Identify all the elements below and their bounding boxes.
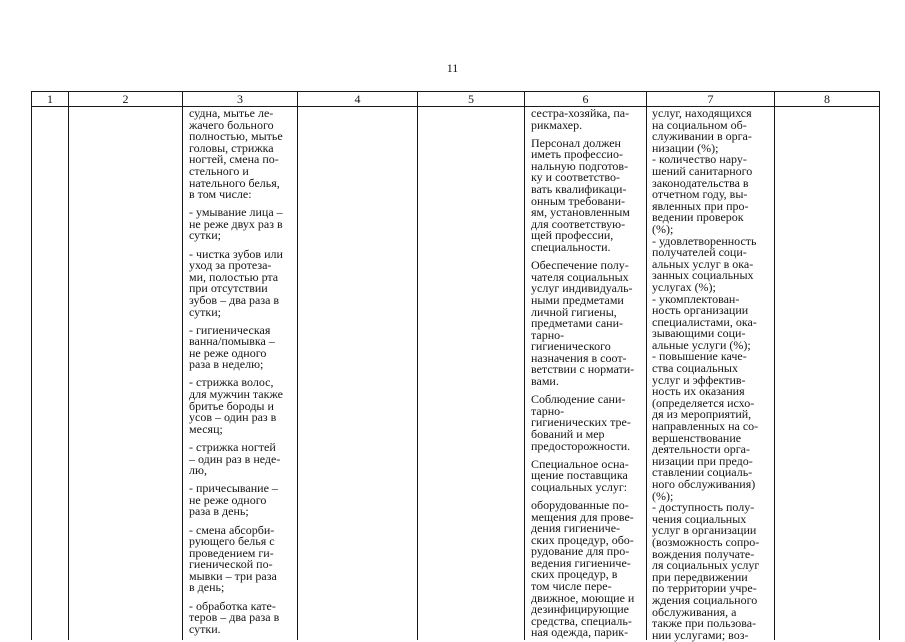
text-line: Обеспечение полу- <box>531 258 629 273</box>
text-line: усов – один раз в <box>189 410 277 425</box>
text-line: зывающими соци- <box>652 326 746 341</box>
cell-paragraph <box>189 439 283 478</box>
text-line: бритье бороды и <box>189 398 274 413</box>
text-line: нии услугами; воз- <box>652 627 749 642</box>
text-line: служивании в орга- <box>652 129 752 144</box>
column-header-7: 7 <box>647 92 775 107</box>
text-line: Персонал должен <box>531 135 621 150</box>
text-line: раза в неделю; <box>189 357 264 372</box>
column-header-1: 1 <box>32 92 69 107</box>
column-border-2-3 <box>182 107 183 640</box>
text-line: ку и соответство- <box>531 170 620 185</box>
text-line: месяц; <box>189 421 223 436</box>
text-line: занных социальных <box>652 268 754 283</box>
text-line: не реже одного <box>189 345 267 360</box>
text-line: в день; <box>189 580 225 595</box>
text-line: вершенствование <box>652 430 742 445</box>
text-line: головы, стрижка <box>189 140 274 155</box>
text-line: бований и мер <box>531 426 605 441</box>
text-line: чения социальных <box>652 511 747 526</box>
text-line: гиенической по- <box>189 557 273 572</box>
text-line: низации при предо- <box>652 453 753 468</box>
text-line: сутки; <box>189 228 221 243</box>
text-line: в том числе: <box>189 187 252 202</box>
text-line: сутки; <box>189 304 221 319</box>
text-line: низации (%); <box>652 140 719 155</box>
text-line: вами. <box>531 374 559 389</box>
text-line: предосторожности. <box>531 438 631 453</box>
column-3-content <box>189 108 283 635</box>
cell-paragraph <box>189 377 283 435</box>
text-line: - повышение каче- <box>652 349 747 364</box>
text-line: теров – два раза в <box>189 610 280 625</box>
text-line: - умывание лица – <box>189 205 283 220</box>
text-line: ям, установленным <box>531 205 630 220</box>
cell-paragraph <box>189 207 283 242</box>
text-line: ми, полостью рта <box>189 269 279 284</box>
column-border-left <box>31 107 32 640</box>
text-line: ждения социального <box>652 592 758 607</box>
text-line: сутки. <box>189 621 221 636</box>
text-line: - укомплектован- <box>652 291 740 306</box>
text-line: уход за протеза- <box>189 258 272 273</box>
cell-paragraph <box>531 394 634 452</box>
text-line: ставлении социаль- <box>652 465 753 480</box>
text-line: специалистами, ока- <box>652 314 757 329</box>
text-line: ля социальных услуг <box>652 558 760 573</box>
column-header-6: 6 <box>525 92 647 107</box>
text-line: лю, <box>189 463 207 478</box>
text-line: отчетном году, вы- <box>652 187 748 202</box>
text-line: ность их оказания <box>652 384 745 399</box>
text-line: дезинфицирующие <box>531 602 629 617</box>
cell-paragraph <box>189 598 283 636</box>
text-line: зубов – два раза в <box>189 292 280 307</box>
text-line: (возможность сопро- <box>652 534 760 549</box>
text-line: - количество нару- <box>652 152 747 167</box>
text-line: специальности. <box>531 240 611 255</box>
text-line: рующего белья с <box>189 534 275 549</box>
text-line: не реже одного <box>189 492 267 507</box>
cell-paragraph <box>189 522 283 595</box>
text-line: гигиенических тре- <box>531 415 631 430</box>
text-line: предметами сани- <box>531 316 623 331</box>
text-line: полностью, мытье <box>189 129 283 144</box>
text-line: альные услуги (%); <box>652 337 751 352</box>
column-border-1-2 <box>68 107 69 640</box>
column-header-2: 2 <box>69 92 183 107</box>
text-line: - стрижка ногтей <box>189 439 276 454</box>
text-line: оборудованные по- <box>531 497 629 512</box>
text-line: мещения для прове- <box>531 509 634 524</box>
text-line: тарно- <box>531 403 565 418</box>
text-line: чателя социальных <box>531 269 629 284</box>
text-line: - гигиеническая <box>189 322 271 337</box>
column-header-8: 8 <box>775 92 880 107</box>
text-line: ными предметами <box>531 292 624 307</box>
text-line: не реже двух раз в <box>189 216 283 231</box>
text-line: гигиенического <box>531 339 611 354</box>
cell-paragraph <box>531 108 634 131</box>
text-line: при отсутствии <box>189 281 268 296</box>
column-6-content <box>531 108 634 639</box>
text-line: законодательства в <box>652 175 749 190</box>
text-line: вождения получате- <box>652 546 755 561</box>
text-line: получателей соци- <box>652 245 747 260</box>
text-line: назначения в соот- <box>531 350 627 365</box>
column-border-7-8 <box>774 107 775 640</box>
cell-paragraph <box>189 246 283 319</box>
text-line: услуг, находящихся <box>652 106 752 120</box>
text-line: - доступность полу- <box>652 500 755 515</box>
text-line: для мужчин также <box>189 387 283 402</box>
text-line: - смена абсорби- <box>189 522 275 537</box>
text-line: – один раз в неде- <box>189 451 281 466</box>
text-line: ногтей, смена по- <box>189 152 279 167</box>
text-line: также при пользова- <box>652 616 757 631</box>
column-7-content <box>652 108 759 641</box>
column-border-5-6 <box>524 107 525 640</box>
column-border-3-4 <box>297 107 298 640</box>
column-header-5: 5 <box>418 92 525 107</box>
text-line: - стрижка волос, <box>189 375 274 390</box>
cell-paragraph <box>531 497 635 640</box>
text-line: ного обслуживания) <box>652 477 756 491</box>
text-line: вать квалификаци- <box>531 182 627 197</box>
text-line: дения гигиениче- <box>531 521 621 536</box>
text-line: (%); <box>652 221 674 236</box>
text-line: иметь профессио- <box>531 147 623 162</box>
text-line: движное, моющие и <box>531 590 635 605</box>
text-line: услуг индивидуаль- <box>531 281 633 296</box>
text-line: шений санитарного <box>652 163 753 178</box>
cell-paragraph <box>189 483 283 518</box>
text-line: раза в день; <box>189 504 249 519</box>
text-line: услуг и эффектив- <box>652 372 746 387</box>
text-line: (определяется исхо- <box>652 395 755 410</box>
text-line: ведения гигиениче- <box>531 555 631 570</box>
text-line: ная одежда, парик- <box>531 625 629 640</box>
text-line: ность организации <box>652 303 749 318</box>
text-line: сестра-хозяйка, па- <box>531 106 630 120</box>
cell-paragraph <box>531 456 634 494</box>
text-line: щение поставщика <box>531 468 628 483</box>
text-line: рикмахер. <box>531 117 583 132</box>
column-border-right <box>879 107 880 640</box>
text-line: стельного и <box>189 163 249 178</box>
text-line: - причесывание – <box>189 481 278 496</box>
cell-paragraph <box>531 135 634 255</box>
table-header-row <box>31 91 880 107</box>
text-line: ветствии с нормати- <box>531 362 635 377</box>
text-line: проведением ги- <box>189 545 274 560</box>
text-line: социальных услуг: <box>531 479 628 494</box>
text-line: нальную подготов- <box>531 158 629 173</box>
text-line: при передвижении <box>652 569 748 584</box>
text-line: том числе пере- <box>531 579 612 594</box>
text-line: - обработка кате- <box>189 598 276 613</box>
text-line: нательного белья, <box>189 175 280 190</box>
text-line: (%); <box>652 488 674 503</box>
page-number: 11 <box>446 61 459 75</box>
text-line: по территории учре- <box>652 581 757 596</box>
text-line: дя из мероприятий, <box>652 407 752 422</box>
text-line: ванна/помывка – <box>189 334 275 349</box>
text-line: ских процедур, в <box>531 567 618 582</box>
text-line: мывки – три раза <box>189 568 277 583</box>
text-line: - удовлетворенность <box>652 233 757 248</box>
column-header-4: 4 <box>298 92 418 107</box>
text-line: направленных на со- <box>652 419 759 434</box>
text-line: средства, специаль- <box>531 613 632 628</box>
text-line: личной гигиены, <box>531 304 617 319</box>
text-line: жачего больного <box>189 117 274 132</box>
text-line: ства социальных <box>652 361 738 376</box>
text-line: на социальном об- <box>652 117 747 132</box>
text-line: щей профессии, <box>531 228 614 243</box>
text-line: рудование для про- <box>531 544 630 559</box>
text-line: ведении проверок <box>652 210 744 225</box>
text-line: судна, мытье ле- <box>189 106 274 120</box>
text-line: тарно- <box>531 327 565 342</box>
text-line: деятельности орга- <box>652 442 750 457</box>
text-line: онным требовани- <box>531 193 625 208</box>
cell-paragraph <box>652 108 759 641</box>
cell-paragraph <box>189 108 283 201</box>
text-line: для соответствую- <box>531 216 626 231</box>
text-line: Соблюдение сани- <box>531 392 626 407</box>
text-line: Специальное осна- <box>531 456 629 471</box>
cell-paragraph <box>531 260 634 388</box>
column-header-3: 3 <box>183 92 298 107</box>
cell-paragraph <box>189 322 283 372</box>
text-line: альных услуг в ока- <box>652 256 754 271</box>
text-line: ских процедур, обо- <box>531 532 634 547</box>
text-line: услуг в организации <box>652 523 757 538</box>
text-line: услугах (%); <box>652 279 716 294</box>
text-line: обслуживания, а <box>652 604 737 619</box>
column-border-4-5 <box>417 107 418 640</box>
text-line: - чистка зубов или <box>189 246 283 261</box>
column-border-6-7 <box>646 107 647 640</box>
text-line: явленных при про- <box>652 198 749 213</box>
